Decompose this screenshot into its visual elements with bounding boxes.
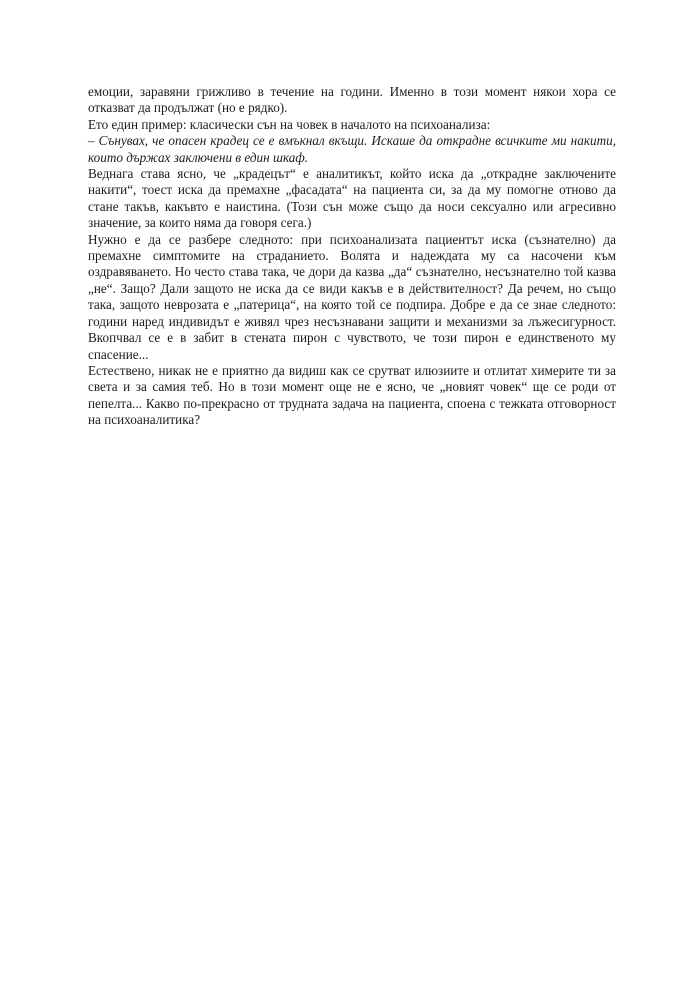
paragraph-resistance: Нужно е да се разбере следното: при психоанализата пациентът иска (съзнателно) да премахне симптомите на страданието. Волята и надеждата му са насочени към оздравяването. Но често става така, че дори да казва „да“ съзнателно, несъзнателно той казва „не“. Защо? Дали защото не иска да се види какъв е в действителност? Да речем, но също така, защото неврозата е „патерица“, на която той се подпира. Добре е да се знае следното: години наред индивидът е живял чрез несъзнавани защити и механизми за лъжесигурност. Вкопчвал се е в забит в стената пирон с чувството, че този пирон е единственото му спасение...: [88, 231, 616, 362]
paragraph-interpretation: Веднага става ясно, че „крадецът“ е аналитикът, който иска да „открадне заключените накити“, тоест иска да премахне „фасадата“ на пациента си, за да му помогне отново да стане такъв, какъвто е наистина. (Този сън може също да носи сексуално или агресивно значение, за които няма да говоря сега.): [88, 166, 616, 231]
document-page: [88, 84, 616, 429]
paragraph-example-intro: Ето един пример: класически сън на човек в началото на психоанализа:: [88, 116, 491, 132]
paragraph-conclusion: Естествено, никак не е приятно да видиш как се срутват илюзиите и отлитат химерите ти за света и за самия теб. Но в този момент още не е ясно, че „новият човек“ ще се роди от пепелта... Какво по-прекрасно от трудната задача на пациента, споена с тежката отговорност на психоаналитика?: [88, 362, 616, 428]
paragraph-continuation: емоции, заравяни грижливо в течение на години. Именно в този момент някои хора се отказват да продължат (но е рядко).: [88, 84, 616, 116]
paragraph-dream-quote: – Сънувах, че опасен крадец се е вмъкнал вкъщи. Искаше да открадне всичките ми накити, които държах заключени в един шкаф.: [88, 133, 616, 165]
